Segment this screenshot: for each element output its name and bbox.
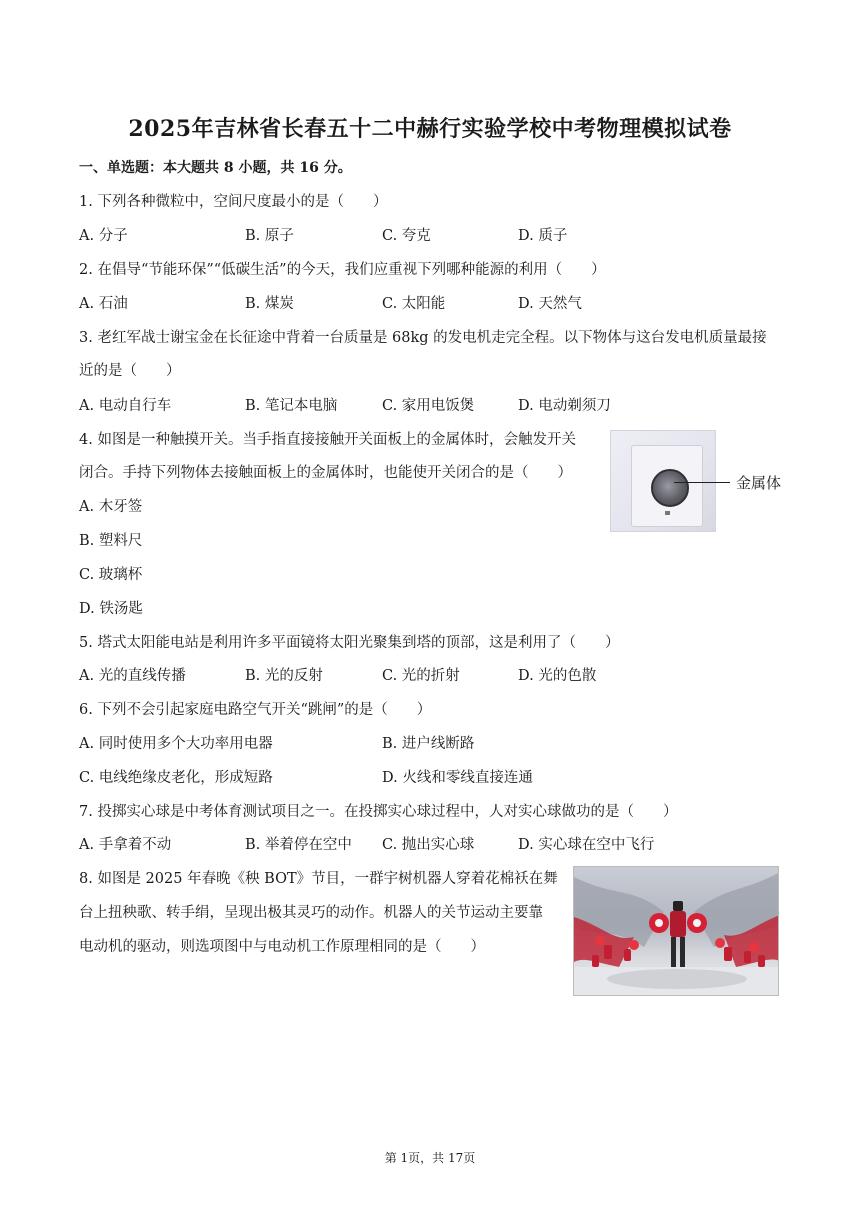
q3-option-a: A. 电动自行车	[79, 398, 172, 414]
question-4-stem-line2: 闭合。手持下列物体去接触面板上的金属体时，也能使开关闭合的是（ ）	[79, 465, 572, 481]
question-3-stem-line2: 近的是（ ）	[79, 363, 181, 379]
question-6-stem: 6. 下列不会引起家庭电路空气开关“跳闸”的是（ ）	[79, 702, 432, 718]
q1-option-c: C. 夸克	[382, 228, 431, 244]
q2-option-d: D. 天然气	[518, 296, 582, 312]
q7-option-a: A. 手拿着不动	[79, 837, 172, 853]
question-5-stem: 5. 塔式太阳能电站是利用许多平面镜将太阳光聚集到塔的顶部，这是利用了（ ）	[79, 635, 620, 651]
question-8-stem-line2: 台上扭秧歌、转手绢，呈现出极其灵巧的动作。机器人的关节运动主要靠	[79, 905, 543, 921]
q3-option-d: D. 电动剃须刀	[518, 398, 611, 414]
question-2-stem: 2. 在倡导“节能环保”“低碳生活”的今天，我们应重视下列哪种能源的利用（ ）	[79, 262, 606, 278]
q6-option-d: D. 火线和零线直接连通	[382, 770, 533, 786]
question-4-stem-line1: 4. 如图是一种触摸开关。当手指直接接触开关面板上的金属体时，会触发开关	[79, 432, 576, 448]
q3-option-c: C. 家用电饭煲	[382, 398, 475, 414]
q2-option-a: A. 石油	[79, 296, 128, 312]
q5-option-d: D. 光的色散	[518, 668, 597, 684]
question-3-stem-line1: 3. 老红军战士谢宝金在长征途中背着一台质量是 68kg 的发电机走完全程。以下物体与这台发电机质量最接	[79, 330, 767, 346]
q5-option-c: C. 光的折射	[382, 668, 460, 684]
page-title: 2025年吉林省长春五十二中赫行实验学校中考物理模拟试卷	[128, 116, 732, 142]
q2-option-b: B. 煤炭	[245, 296, 294, 312]
q3-option-b: B. 笔记本电脑	[245, 398, 338, 414]
q7-option-b: B. 举着停在空中	[245, 837, 352, 853]
q6-option-c: C. 电线绝缘皮老化，形成短路	[79, 770, 273, 786]
q4-option-d: D. 铁汤匙	[79, 601, 143, 617]
q6-option-b: B. 进户线断路	[382, 736, 475, 752]
q1-option-b: B. 原子	[245, 228, 294, 244]
q1-option-a: A. 分子	[79, 228, 128, 244]
q5-option-a: A. 光的直线传播	[79, 668, 186, 684]
q5-option-b: B. 光的反射	[245, 668, 323, 684]
question-8-stem-line1: 8. 如图是 2025 年春晚《秧 BOT》节目，一群宇树机器人穿着花棉袄在舞	[79, 871, 558, 887]
q2-option-c: C. 太阳能	[382, 296, 446, 312]
q4-option-b: B. 塑料尺	[79, 533, 143, 549]
stage-illustration	[574, 867, 779, 996]
question-7-stem: 7. 投掷实心球是中考体育测试项目之一。在投掷实心球过程中，人对实心球做功的是（ ）	[79, 804, 678, 820]
q4-option-c: C. 玻璃杯	[79, 567, 143, 583]
callout-line	[674, 482, 730, 483]
question-8-stem-line3: 电动机的驱动，则选项图中与电动机工作原理相同的是（ ）	[79, 939, 485, 955]
q7-option-d: D. 实心球在空中飞行	[518, 837, 655, 853]
metal-body-label: 金属体	[736, 474, 782, 492]
indicator-light	[665, 511, 670, 515]
page-footer: 第 1页，共 17页	[384, 1151, 476, 1165]
robot-performance-image	[573, 866, 779, 996]
q6-option-a: A. 同时使用多个大功率用电器	[79, 736, 273, 752]
q4-option-a: A. 木牙签	[79, 499, 143, 515]
q1-option-d: D. 质子	[518, 228, 568, 244]
metal-contact	[651, 469, 689, 507]
question-1-stem: 1. 下列各种微粒中，空间尺度最小的是（ ）	[79, 194, 388, 210]
touch-switch-image	[610, 430, 716, 532]
q7-option-c: C. 抛出实心球	[382, 837, 475, 853]
section-heading: 一、单选题：本大题共 8 小题，共 16 分。	[79, 160, 352, 176]
